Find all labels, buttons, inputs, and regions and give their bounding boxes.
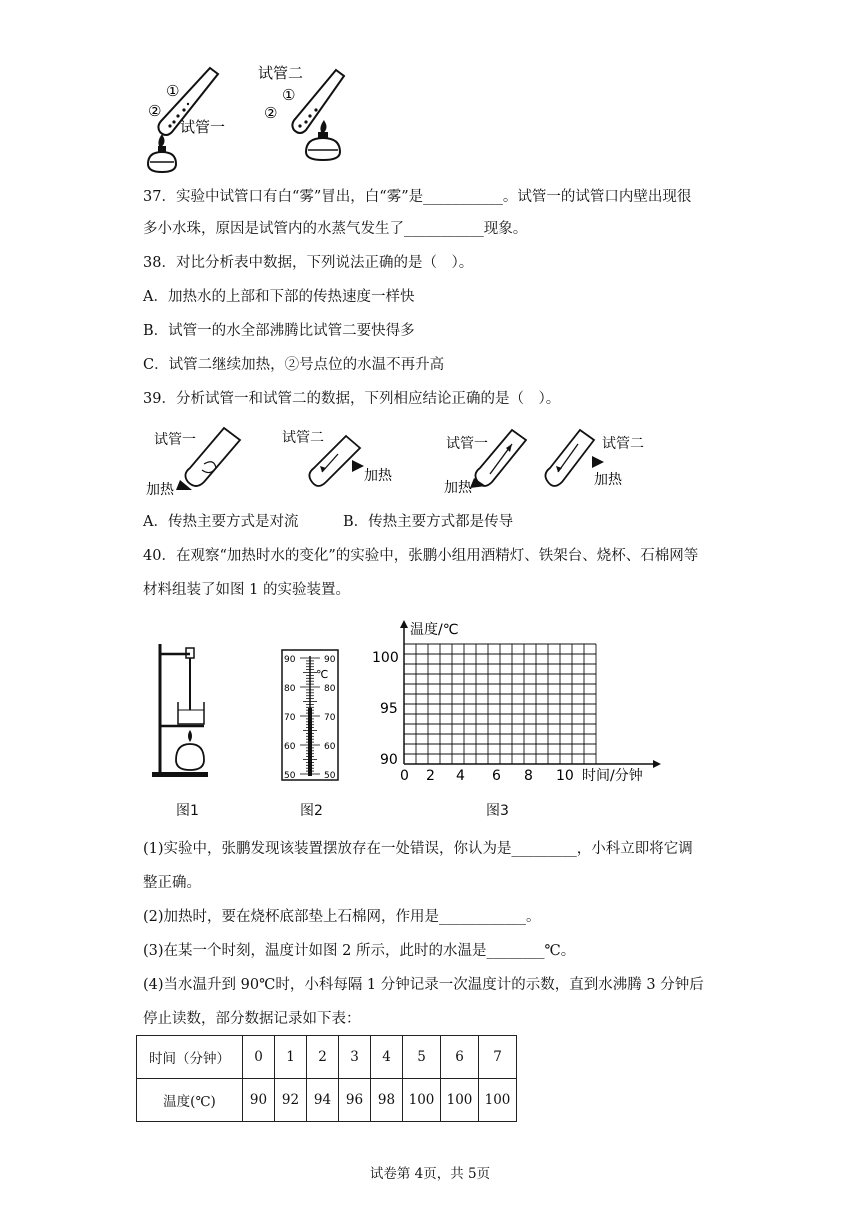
thermo-tick-label-left-80: 80 [284,684,296,694]
point-one-label: ① [166,82,180,100]
thermo-tick-label-right-70: 70 [324,713,336,723]
grid-xtick-2: 2 [426,768,435,784]
grid-xtick-10: 10 [556,768,574,784]
table-row [137,1079,517,1122]
q39-option-a: A．传热主要方式是对流 [143,514,299,530]
q40-line1: 40．在观察“加热时水的变化”的实验中，张鹏小组用酒精灯、铁架台、烧杯、石棉网等 [143,548,699,564]
grid-ytick-95: 95 [380,701,398,717]
q39-tube2-label-a: 试管二 [282,430,324,446]
figure-1-apparatus [148,640,218,780]
table-cell: 6 [441,1036,479,1079]
thermo-tick-label-right-80: 80 [324,684,336,694]
q39-tube2-label-b: 试管二 [602,436,644,452]
point-two-label: ② [148,102,162,120]
q40-sub4-line1: (4)当水温升到 90℃时，小科每隔 1 分钟记录一次温度计的示数，直到水沸腾 3 分钟后 [143,977,704,993]
table-cell: 3 [339,1036,371,1079]
grid-lines [404,644,596,764]
table-cell: 5 [403,1036,441,1079]
grid-xtick-6: 6 [492,768,501,784]
q39-tube1-label-b: 试管一 [446,436,488,452]
figure-3-caption: 图3 [486,803,509,819]
heat-triangle-icon [592,456,604,468]
tube-two-label: 试管二 [258,64,304,82]
top-test-tube-figure [140,60,380,178]
q40-sub4-line2: 停止读数，部分数据记录如下表： [143,1011,361,1027]
thermo-tick-label-right-90: 90 [324,655,336,665]
thermo-tick-label-left-90: 90 [284,655,296,665]
q37-line1: 37．实验中试管口有白“雾”冒出，白“雾”是___________。试管一的试管口内壁出现很 [143,189,692,205]
table-cell: 96 [339,1079,371,1122]
thermo-tick-label-right-60: 60 [324,742,336,752]
point-one-label-tube2: ① [282,86,296,104]
point-two-label-tube2: ② [264,104,278,122]
q38-option-c: C．试管二继续加热，②号点位的水温不再升高 [143,357,445,373]
figure-2-caption: 图2 [300,803,323,819]
grid-ylabel: 温度/℃ [410,622,459,638]
q39-heat-label-a1: 加热 [146,482,174,498]
thermo-tick-label-left-50: 50 [284,771,296,781]
temperature-data-table [136,1035,517,1122]
table-cell: 7 [479,1036,517,1079]
thermo-tick-label-left-70: 70 [284,713,296,723]
grid-xtick-0: 0 [400,768,409,784]
convection-arrow-icon [202,462,216,473]
q40-line2: 材料组装了如图 1 的实验装置。 [143,582,350,598]
q39-heat-transfer-figure [140,420,680,500]
table-cell: 100 [479,1079,517,1122]
figure-2-thermometer [276,648,346,783]
q38-option-a: A．加热水的上部和下部的传热速度一样快 [143,289,415,305]
figure-3-grid-chart [368,614,668,784]
table-cell: 94 [307,1079,339,1122]
table-cell: 0 [243,1036,275,1079]
table-row [137,1036,517,1079]
table-cell: 4 [371,1036,403,1079]
page-footer: 试卷第 4页，共 5页 [369,1166,491,1182]
q38-option-b: B．试管一的水全部沸腾比试管二要快得多 [143,323,415,339]
q38-stem: 38．对比分析表中数据，下列说法正确的是（ ）。 [143,255,474,271]
tube-one-label: 试管一 [180,118,226,136]
q39-tube1-label-a: 试管一 [154,432,196,448]
grid-ytick-100: 100 [372,650,399,666]
q40-sub1-line2: 整正确。 [143,875,201,891]
q39-tube-b2 [545,430,594,486]
table-cell: 90 [243,1079,275,1122]
q39-option-b: B．传热主要方式都是传导 [343,514,514,530]
grid-xlabel: 时间/分钟 [582,768,643,784]
figure-1-caption: 图1 [176,803,199,819]
table-cell: 100 [403,1079,441,1122]
q39-heat-label-b2: 加热 [594,472,622,488]
thermo-tick-label-left-60: 60 [284,742,296,752]
table-cell: 1 [275,1036,307,1079]
q40-sub2: (2)加热时，要在烧杯底部垫上石棉网，作用是____________。 [143,909,541,925]
table-header-time: 时间（分钟） [137,1036,243,1079]
alcohol-lamp-two [306,120,340,160]
heat-triangle-icon [352,460,364,472]
q40-sub1-line1: (1)实验中，张鹏发现该装置摆放存在一处错误，你认为是_________，小科立即将它调 [143,841,693,857]
table-cell: 92 [275,1079,307,1122]
grid-xtick-4: 4 [456,768,465,784]
alcohol-lamp-one [148,134,176,172]
q39-heat-label-a2: 加热 [364,468,392,484]
table-header-temperature: 温度(℃) [137,1079,243,1122]
table-cell: 100 [441,1079,479,1122]
x-axis-arrow-icon [653,760,661,768]
grid-ytick-90: 90 [380,752,398,768]
y-axis-arrow-icon [400,620,408,628]
table-cell: 2 [307,1036,339,1079]
table-cell: 98 [371,1079,403,1122]
thermometer-unit: ℃ [316,668,329,681]
heat-triangle-icon [176,480,192,490]
q40-sub3: (3)在某一个时刻，温度计如图 2 所示，此时的水温是________℃。 [143,943,576,959]
q37-line2: 多小水珠，原因是试管内的水蒸气发生了___________现象。 [143,221,528,237]
thermo-tick-label-right-50: 50 [324,771,336,781]
grid-xtick-8: 8 [524,768,533,784]
q39-heat-label-b1: 加热 [444,480,472,496]
q39-stem: 39．分析试管一和试管二的数据，下列相应结论正确的是（ ）。 [143,391,561,407]
